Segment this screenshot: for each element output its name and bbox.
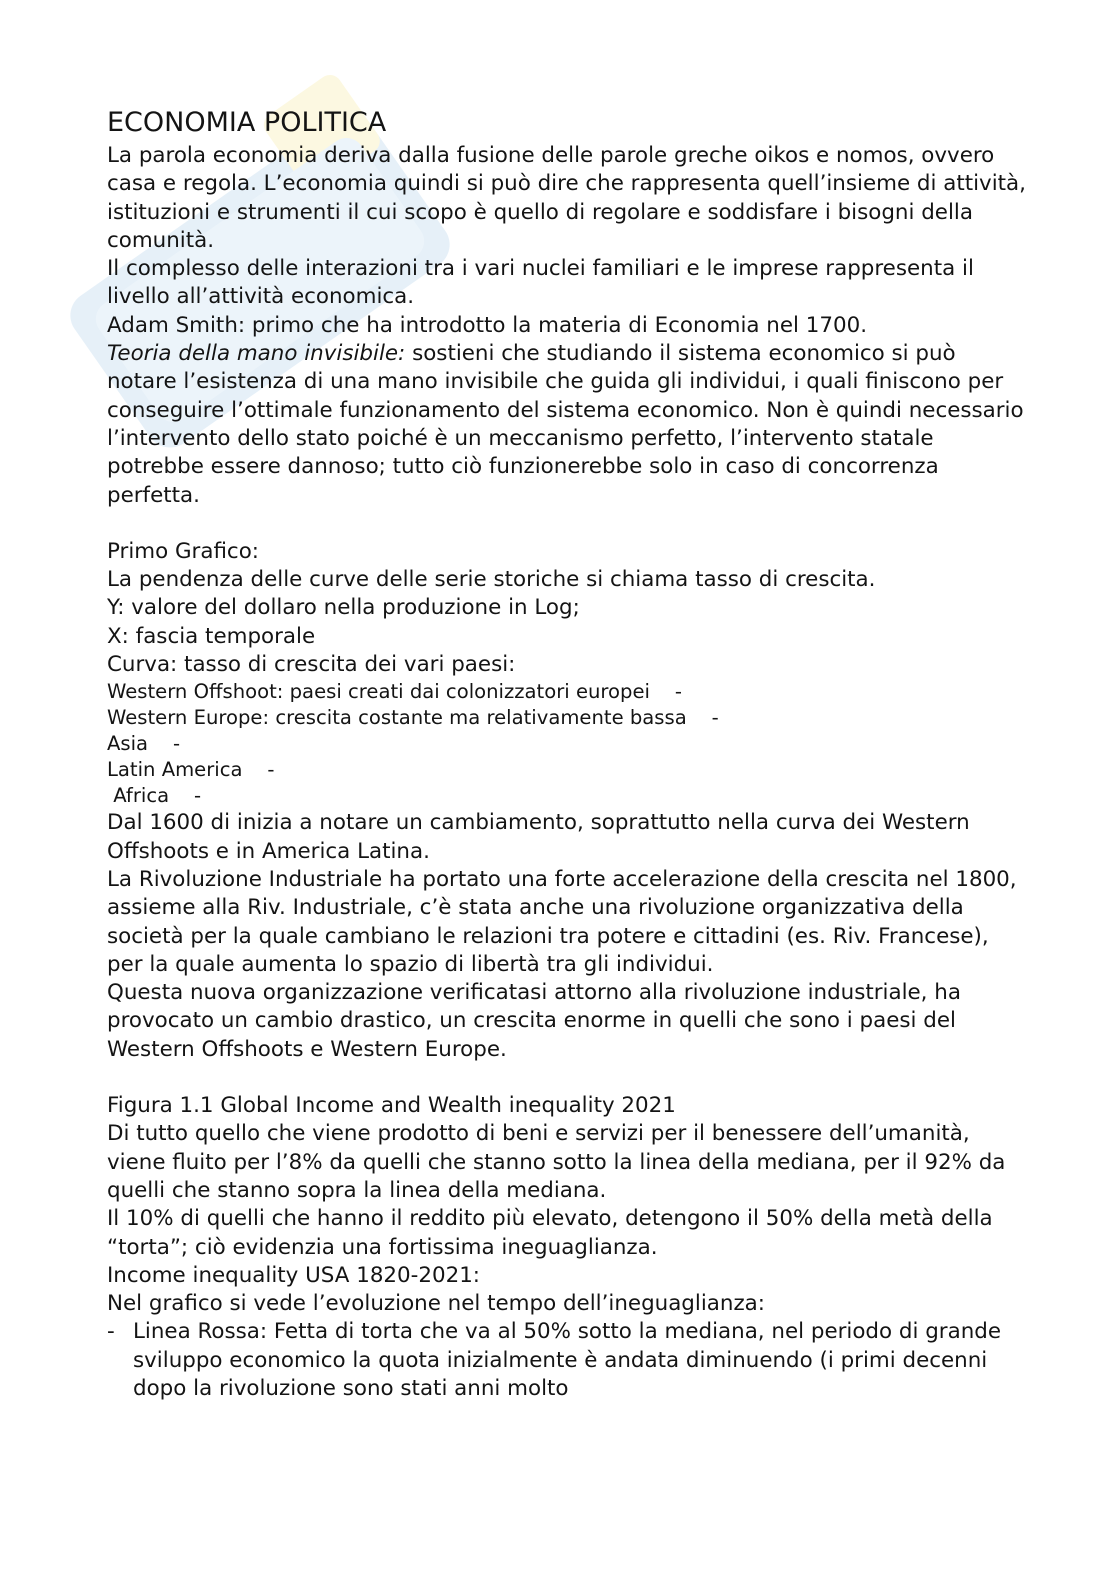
region-item: Western Europe: crescita costante ma relativamente bassa - [107, 706, 719, 730]
primo-grafico-line-3: X: fascia temporale [107, 623, 316, 649]
primo-grafico-line-4: Curva: tasso di crescita dei vari paesi: [107, 652, 516, 678]
teoria-label: Teoria della mano invisibile: [107, 341, 406, 367]
bullet-item [107, 1318, 1027, 1403]
primo-grafico-line-2: Y: valore del dollaro nella produzione in Log; [107, 595, 580, 621]
figura-heading: Figura 1.1 Global Income and Wealth inequality 2021 [107, 1093, 676, 1119]
primo-grafico-after-3: Questa nuova organizzazione verificatasi attorno alla rivoluzione industriale, ha provocato un cambio drastico, un crescita enorme in quelli che sono i paesi del Western Offshoots e Western Europe. [107, 980, 961, 1062]
intro-paragraph-2: Il complesso delle interazioni tra i vari nuclei familiari e le imprese rappresenta il livello all’attività economica. [107, 256, 974, 310]
teoria-paragraph [107, 340, 1027, 510]
figura-line-4: Nel grafico si vede l’evoluzione nel tempo dell’ineguaglianza: [107, 1291, 765, 1317]
figura-line-3: Income inequality USA 1820-2021: [107, 1262, 481, 1288]
bullet-dash: - [107, 1319, 115, 1345]
primo-grafico-after-1: Dal 1600 di inizia a notare un cambiamento, soprattutto nella curva dei Western Offshoots e in America Latina. [107, 810, 970, 864]
teoria-text: sostieni che studiando il sistema economico si può notare l’esistenza di una mano invisibile che guida gli individui, i quali finiscono per conseguire l’ottimale funzionamento del sistema economico. Non è quindi necessario l’intervento dello stato poiché è un meccanismo perfetto, l’intervento statale potrebbe essere dannoso; tutto ciò funzionerebbe solo in caso di concorrenza perfetta. [107, 341, 1024, 508]
bullet-text: Linea Rossa: Fetta di torta che va al 50% sotto la mediana, nel periodo di grande sviluppo economico la quota inizialmente è andata diminuendo (i primi decenni dopo la rivoluzione sono stati anni molto [133, 1319, 1001, 1401]
primo-grafico-after-2: La Rivoluzione Industriale ha portato una forte accelerazione della crescita nel 1800, assieme alla Riv. Industriale, c’è stata anche una rivoluzione organizzativa della società per la quale cambiano le relazioni tra potere e cittadini (es. Riv. Francese), per la quale aumenta lo spazio di libertà tra gli individui. [107, 866, 1017, 977]
region-item: Africa - [107, 784, 202, 808]
intro-paragraph-3: Adam Smith: primo che ha introdotto la materia di Economia nel 1700. [107, 312, 867, 338]
region-item: Asia - [107, 732, 181, 756]
primo-grafico-line-1: La pendenza delle curve delle serie storiche si chiama tasso di crescita. [107, 567, 876, 593]
region-item: Latin America - [107, 758, 275, 782]
primo-grafico-heading: Primo Grafico: [107, 538, 259, 564]
figura-line-1: Di tutto quello che viene prodotto di beni e servizi per il benessere dell’umanità, viene fluito per l’8% da quelli che stanno sotto la linea della mediana, per il 92% da quelli che stanno sopra la linea della mediana. [107, 1121, 1006, 1203]
document-page [107, 104, 1027, 1403]
figura-line-2: Il 10% di quelli che hanno il reddito più elevato, detengono il 50% della metà della “torta”; ciò evidenzia una fortissima ineguaglianza. [107, 1206, 993, 1260]
region-item: Western Offshoot: paesi creati dai colonizzatori europei - [107, 680, 682, 704]
intro-paragraph-1: La parola economia deriva dalla fusione delle parole greche oikos e nomos, ovvero casa e regola. L’economia quindi si può dire che rappresenta quell’insieme di attività, istituzioni e strumenti il cui scopo è quello di regolare e soddisfare i bisogni della comunità. [107, 143, 1026, 253]
document-title: ECONOMIA POLITICA [107, 107, 387, 138]
